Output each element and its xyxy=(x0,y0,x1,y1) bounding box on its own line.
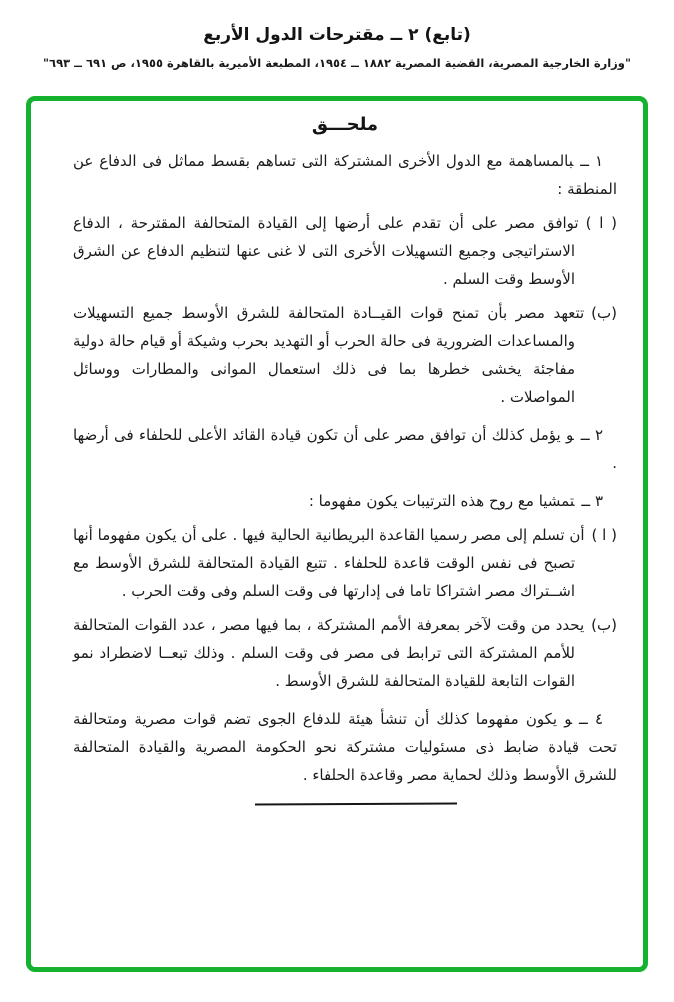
clause-1-a xyxy=(73,209,617,293)
clause-3-b-marker: (ب) xyxy=(591,616,617,634)
page-header xyxy=(0,0,674,70)
clause-1-b-text: تتعهد مصر بأن تمنح قوات القيــادة المتحالفة للشرق الأوسط جميع التسهيلات والمساعدات الضرورية فى حالة الحرب أو التهديد بحرب وشيكة أو قيام حالة دولية مفاجئة يخشى خطرها بما فى ذلك استعمال الموانى والمطارات ووسائل المواصلات . xyxy=(73,304,585,406)
clause-3-marker: ٣ ــ xyxy=(581,492,603,510)
green-annotation-box xyxy=(26,96,648,972)
clause-3-a-text: أن تسلم إلى مصر رسميا القاعدة البريطانية الحالية فيها . على أن يكون مفهوما أنها تصبح فى نفس الوقت قاعدة للحلفاء . تتبع القيادة المتحالفة للشرق الأوسط مع اشــتراك مصر اشتراكا تاما فى إدارتها فى وقت السلم وفى وقت الحرب . xyxy=(73,526,585,600)
clause-3-b xyxy=(73,611,617,695)
clause-3-text: تمشيا مع روح هذه الترتيبات يكون مفهوما : xyxy=(308,492,575,510)
end-of-text-rule xyxy=(255,803,457,806)
clause-1 xyxy=(73,147,617,203)
clause-3-a xyxy=(73,521,617,605)
clause-2-marker: ٢ ــ xyxy=(580,426,603,444)
clause-1-a-text: توافق مصر على أن تقدم على أرضها إلى القيادة المتحالفة المقترحة ، الدفاع الاستراتيجى وجميع التسهيلات الأخرى التى لا غنى عنها لتنظيم الدفاع عن الشرق الأوسط وقت السلم . xyxy=(73,214,579,288)
clause-1-a-marker: ( ا ) xyxy=(585,214,617,232)
appendix-title: ملحـــق xyxy=(311,114,379,135)
clause-2-text: و يؤمل كذلك أن توافق مصر على أن تكون قيادة القائد الأعلى للحلفاء فى أرضها . xyxy=(73,426,617,472)
clause-1-text: بالمساهمة مع الدول الأخرى المشتركة التى تساهم بقسط مماثل فى الدفاع عن المنطقة : xyxy=(73,152,617,198)
clause-4-text: و يكون مفهوما كذلك أن تنشأ هيئة للدفاع الجوى تضم قوات مصرية ومتحالفة تحت قيادة ضابط ذى مسئوليات مشتركة نحو الحكومة المصرية والقيادة المتحالفة للشرق الأوسط وذلك لحماية مصر وقاعدة الحلفاء . xyxy=(73,710,617,784)
clause-4-marker: ٤ ــ xyxy=(578,710,603,728)
clause-3-b-text: يحدد من وقت لآخر بمعرفة الأمم المشتركة ، بما فيها مصر ، عدد القوات المتحالفة للأمم المشتركة التى ترابط فى مصر فى وقت السلم . وذلك تبعــا لاضطراد نمو القوات التابعة للقيادة المتحالفة للشرق الأوسط . xyxy=(73,616,585,690)
clause-2 xyxy=(73,421,617,477)
clause-1-marker: ١ ــ xyxy=(580,152,603,170)
clause-1-b-marker: (ب) xyxy=(591,304,617,322)
clause-4 xyxy=(73,705,617,789)
clause-1-b xyxy=(73,299,617,411)
clause-3-a-marker: ( ا ) xyxy=(591,526,617,544)
document-header-title: (تابع) ٢ ــ مقترحات الدول الأربع xyxy=(203,25,471,45)
clause-3 xyxy=(73,487,617,515)
document-source-citation: "وزارة الخارجية المصرية، القضية المصرية ١٨٨٢ ــ ١٩٥٤، المطبعة الأميرية بالقاهرة ١٩٥٥، ص ٦٩١ ــ ٦٩٣" xyxy=(43,55,631,70)
